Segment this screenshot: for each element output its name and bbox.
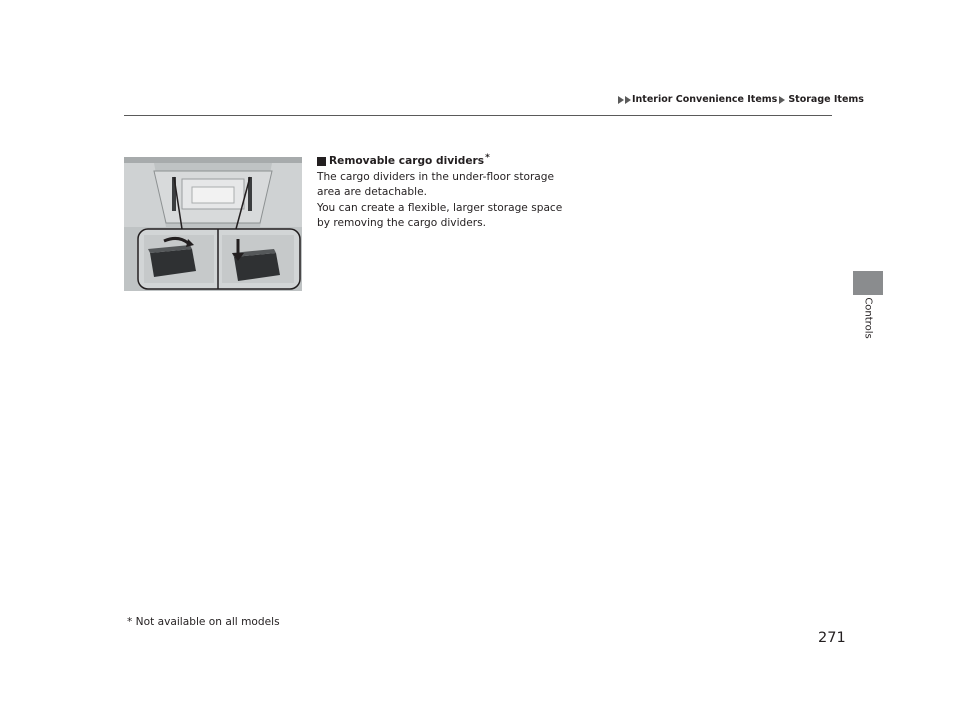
breadcrumb-arrow-icon [618,96,624,104]
section-body-line: area are detachable. [317,186,427,198]
breadcrumb-arrow-icon [779,96,785,104]
page-number: 271 [818,630,846,646]
breadcrumb-item-interior-convenience[interactable]: Interior Convenience Items [632,94,778,105]
section-body-line: The cargo dividers in the under-floor storage [317,170,555,183]
section-body-line: You can create a flexible, larger storage space [317,201,563,214]
section-bullet-icon [317,157,326,166]
section-heading-text: Removable cargo dividers [329,155,485,167]
footnote: * Not available on all models [127,616,280,628]
availability-mark: * [485,153,490,163]
breadcrumb-item-storage[interactable]: Storage Items [788,94,864,105]
header-divider [124,115,832,116]
chapter-tab-label: Controls [862,297,874,339]
breadcrumb-arrow-icon [625,96,631,104]
section-body-line: by removing the cargo dividers. [317,217,486,229]
cargo-dividers-illustration [124,157,302,291]
section-heading [317,154,577,170]
breadcrumb [618,94,864,105]
chapter-tab[interactable] [853,271,883,295]
removable-cargo-dividers-section [317,154,577,232]
